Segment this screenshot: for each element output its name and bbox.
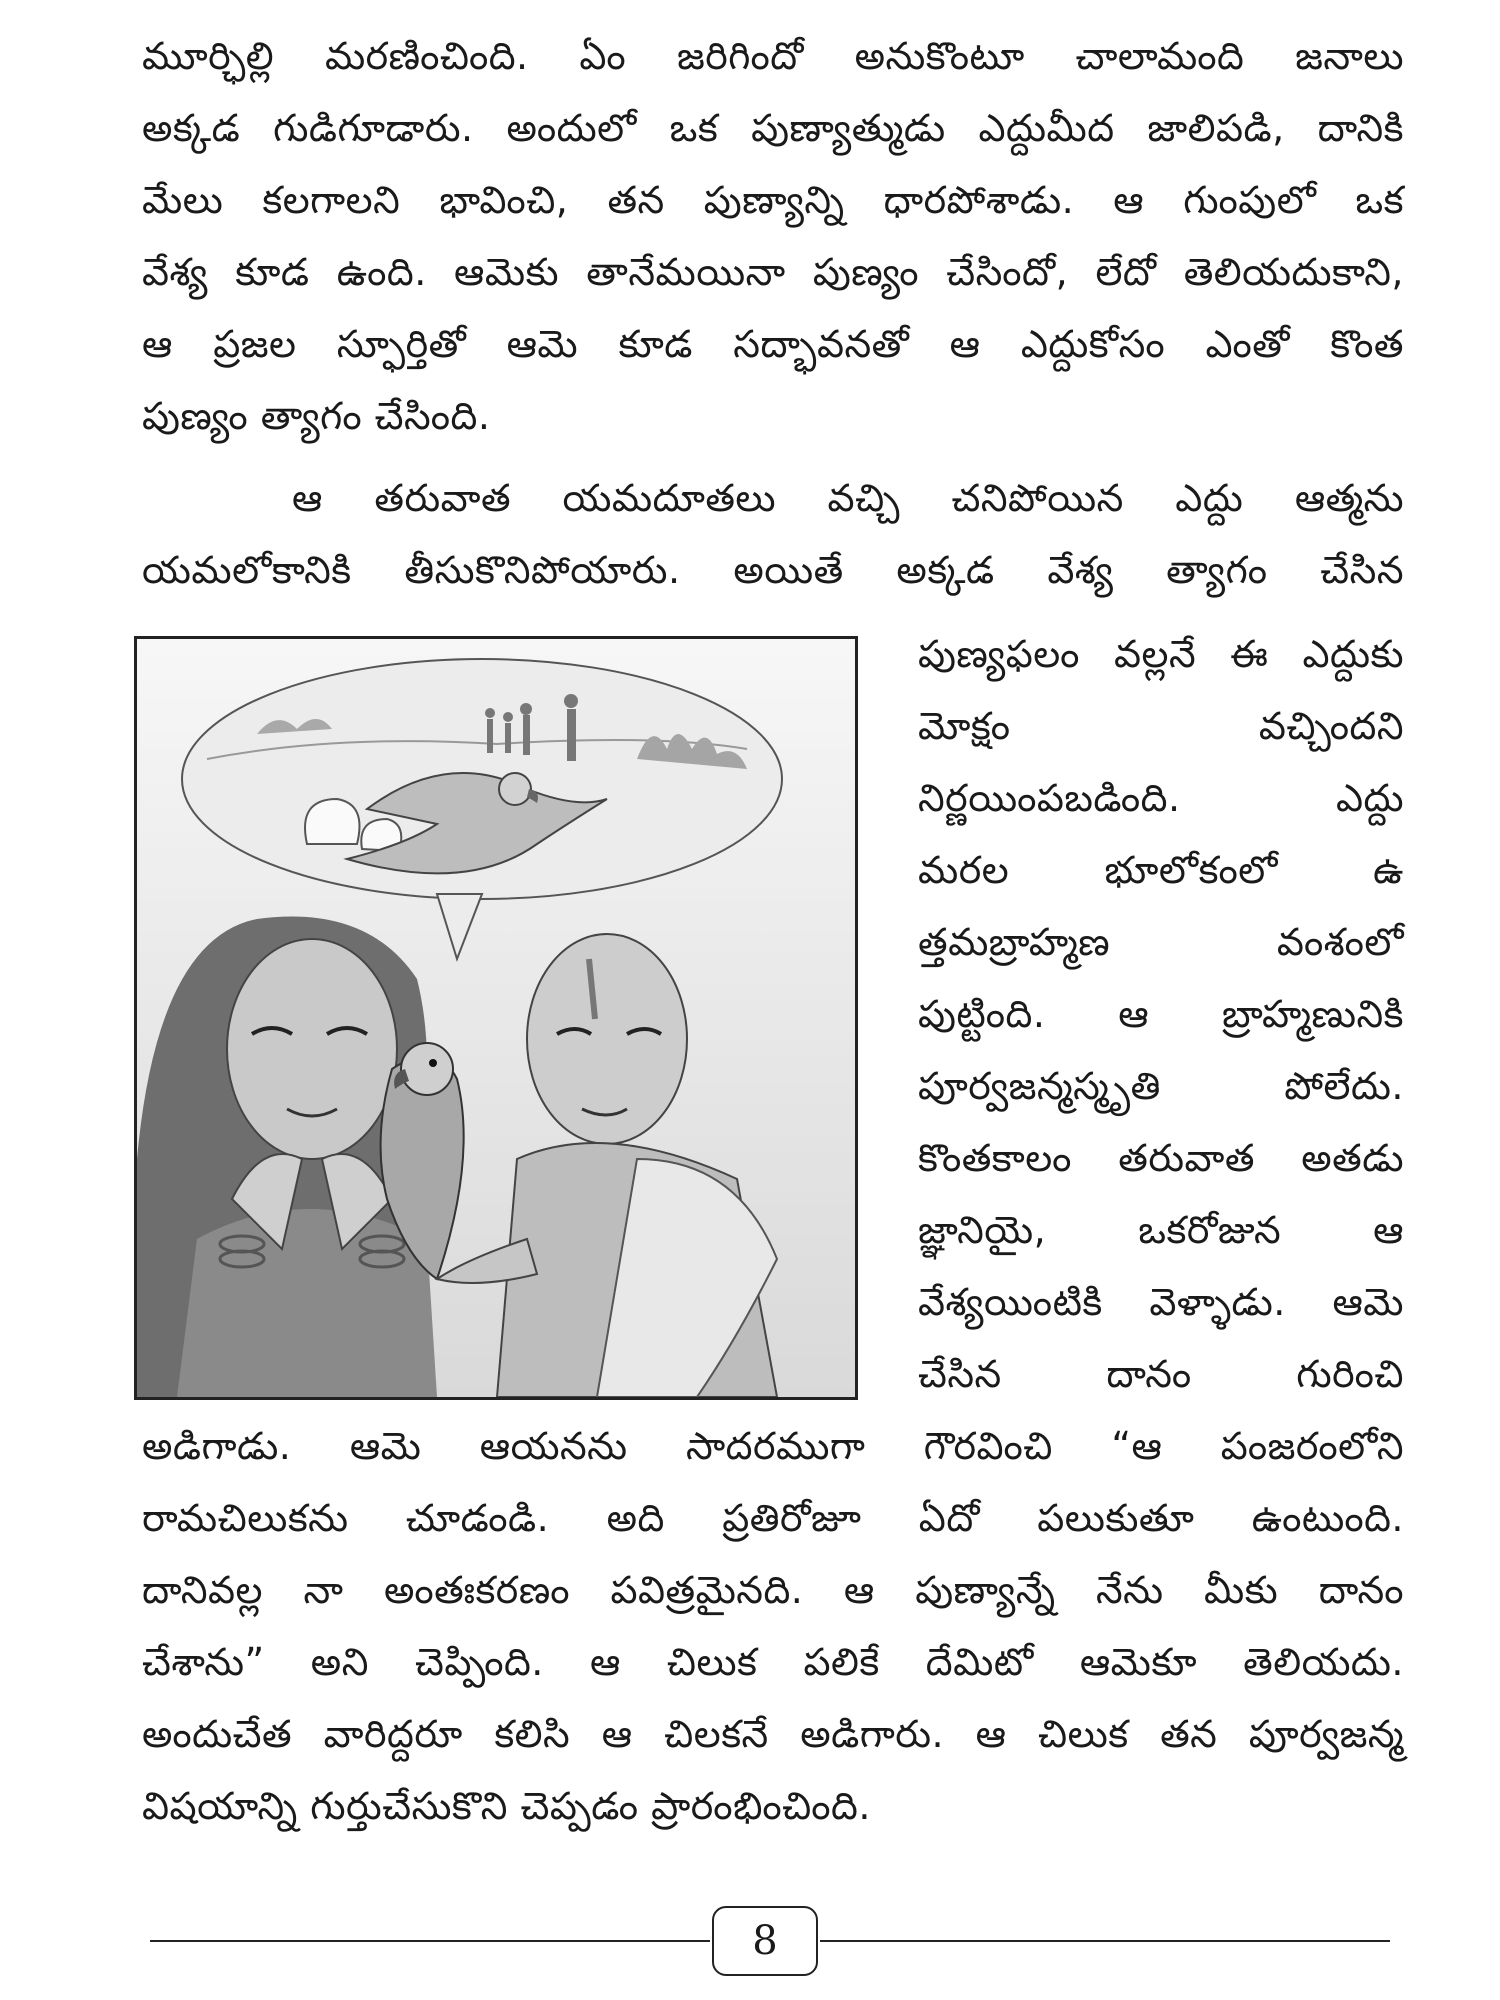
text-line: జ్ఞానియై, ఒకరోజున ఆ bbox=[918, 1208, 1404, 1252]
text-line: విషయాన్ని గుర్తుచేసుకొని చెప్పడం ప్రారంభించింది. bbox=[142, 1784, 871, 1828]
text-line: చేసిన దానం గురించి bbox=[918, 1352, 1404, 1396]
text-line: త్తమబ్రాహ్మణ వంశంలో bbox=[918, 920, 1404, 964]
text-line: ఆ తరువాత యమదూతలు వచ్చి చనిపోయిన ఎద్దు ఆత్మను bbox=[292, 476, 1404, 520]
text-line: పుణ్యం త్యాగం చేసింది. bbox=[142, 394, 491, 438]
text-line: పుణ్యఫలం వల్లనే ఈ ఎద్దుకు bbox=[918, 632, 1404, 676]
footer-rule bbox=[820, 1940, 1390, 1942]
story-illustration bbox=[134, 636, 858, 1400]
text-line: రామచిలుకను చూడండి. అది ప్రతిరోజూ ఏదో పలుకుతూ ఉంటుంది. bbox=[142, 1496, 1404, 1540]
text-line: మరల భూలోకంలో ఉ bbox=[918, 848, 1404, 892]
text-line: పుట్టింది. ఆ బ్రాహ్మణునికి bbox=[918, 992, 1404, 1036]
text-line: మూర్ఛిల్లి మరణించింది. ఏం జరిగిందో అనుకొంటూ చాలామంది జనాలు bbox=[142, 34, 1404, 78]
text-line: ఆ ప్రజల స్ఫూర్తితో ఆమె కూడ సద్భావనతో ఆ ఎద్దుకోసం ఎంతో కొంత bbox=[142, 322, 1404, 366]
illustration-drawing bbox=[137, 639, 855, 1397]
footer-rule bbox=[150, 1940, 710, 1942]
text-line: వేశ్య కూడ ఉంది. ఆమెకు తానేమయినా పుణ్యం చేసిందో, లేదో తెలియదుకాని, bbox=[142, 250, 1404, 294]
text-line: చేశాను” అని చెప్పింది. ఆ చిలుక పలికే దేమిటో ఆమెకూ తెలియదు. bbox=[142, 1640, 1404, 1684]
page-number: 8 bbox=[712, 1906, 818, 1976]
text-line: అడిగాడు. ఆమె ఆయనను సాదరముగా గౌరవించి “ఆ పంజరంలోని bbox=[142, 1424, 1404, 1468]
text-line: వేశ్యయింటికి వెళ్ళాడు. ఆమె bbox=[918, 1280, 1404, 1324]
text-line: అందుచేత వారిద్దరూ కలిసి ఆ చిలకనే అడిగారు. ఆ చిలుక తన పూర్వజన్మ bbox=[142, 1712, 1404, 1756]
text-line: నిర్ణయింపబడింది. ఎద్దు bbox=[918, 776, 1404, 820]
text-line: మోక్షం వచ్చిందని bbox=[918, 704, 1404, 748]
text-line: మేలు కలగాలని భావించి, తన పుణ్యాన్ని ధారపోశాడు. ఆ గుంపులో ఒక bbox=[142, 178, 1404, 222]
text-line: కొంతకాలం తరువాత అతడు bbox=[918, 1136, 1404, 1180]
text-line: అక్కడ గుడిగూడారు. అందులో ఒక పుణ్యాత్ముడు ఎద్దుమీద జాలిపడి, దానికి bbox=[142, 106, 1404, 150]
text-line: పూర్వజన్మస్మృతి పోలేదు. bbox=[918, 1064, 1404, 1108]
text-line: దానివల్ల నా అంతఃకరణం పవిత్రమైనది. ఆ పుణ్యాన్నే నేను మీకు దానం bbox=[142, 1568, 1404, 1612]
text-line: యమలోకానికి తీసుకొనిపోయారు. అయితే అక్కడ వేశ్య త్యాగం చేసిన bbox=[142, 548, 1404, 592]
